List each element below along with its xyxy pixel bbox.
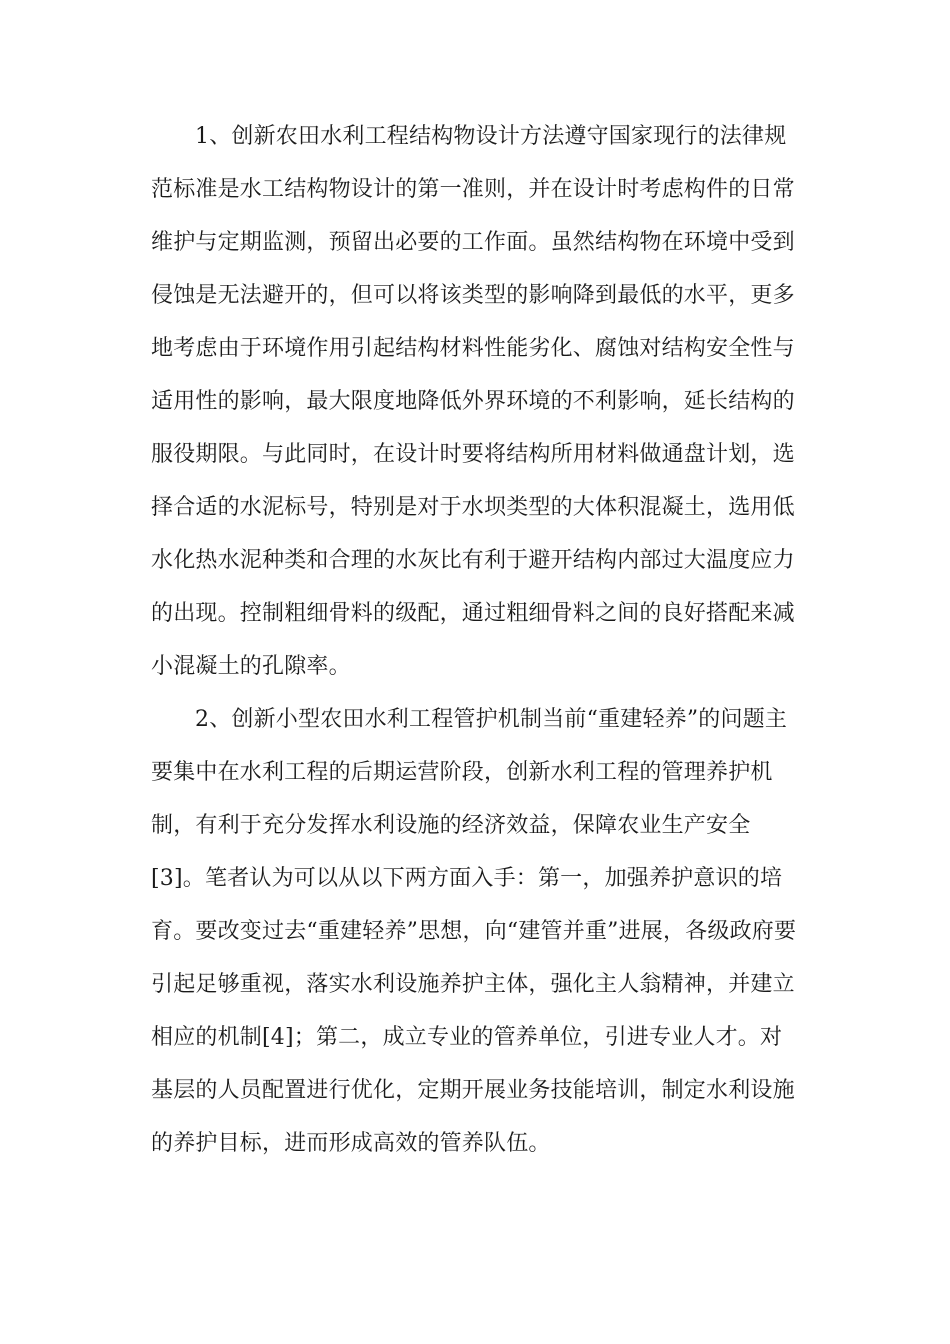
- paragraph-line: 侵蚀是无法避开的，但可以将该类型的影响降到最低的水平，更多: [151, 283, 795, 308]
- paragraph-line: 适用性的影响，最大限度地降低外界环境的不利影响，延长结构的: [151, 389, 795, 414]
- paragraph-line: 育。要改变过去“重建轻养”思想，向“建管并重”进展，各级政府要: [151, 919, 797, 944]
- paragraph-line: 范标准是水工结构物设计的第一准则，并在设计时考虑构件的日常: [151, 177, 795, 202]
- paragraph-line: 要集中在水利工程的后期运营阶段，创新水利工程的管理养护机: [151, 760, 773, 785]
- paragraph-line: 1、创新农田水利工程结构物设计方法遵守国家现行的法律规: [195, 124, 787, 149]
- paragraph-line: 基层的人员配置进行优化，定期开展业务技能培训，制定水利设施: [151, 1078, 795, 1103]
- paragraph-line: 维护与定期监测，预留出必要的工作面。虽然结构物在环境中受到: [151, 230, 795, 255]
- paragraph-line: 小混凝土的孔隙率。: [151, 654, 351, 679]
- paragraph-line: 引起足够重视，落实水利设施养护主体，强化主人翁精神，并建立: [151, 972, 795, 997]
- paragraph-line: 水化热水泥种类和合理的水灰比有利于避开结构内部过大温度应力: [151, 548, 795, 573]
- paragraph-line: 的出现。控制粗细骨料的级配，通过粗细骨料之间的良好搭配来减: [151, 601, 795, 626]
- paragraph-line: 制，有利于充分发挥水利设施的经济效益，保障农业生产安全: [151, 813, 751, 838]
- paragraph-line: 服役期限。与此同时，在设计时要将结构所用材料做通盘计划，选: [151, 442, 795, 467]
- paragraph-line: [3]。笔者认为可以从以下两方面入手：第一，加强养护意识的培: [151, 866, 783, 891]
- paragraph-line: 择合适的水泥标号，特别是对于水坝类型的大体积混凝土，选用低: [151, 495, 795, 520]
- paragraph-line: 2、创新小型农田水利工程管护机制当前“重建轻养”的问题主: [195, 707, 788, 732]
- paragraph-line: 相应的机制[4]；第二，成立专业的管养单位，引进专业人才。对: [151, 1025, 783, 1050]
- paragraph-line: 地考虑由于环境作用引起结构材料性能劣化、腐蚀对结构安全性与: [151, 336, 795, 361]
- paragraph-line: 的养护目标，进而形成高效的管养队伍。: [151, 1131, 551, 1156]
